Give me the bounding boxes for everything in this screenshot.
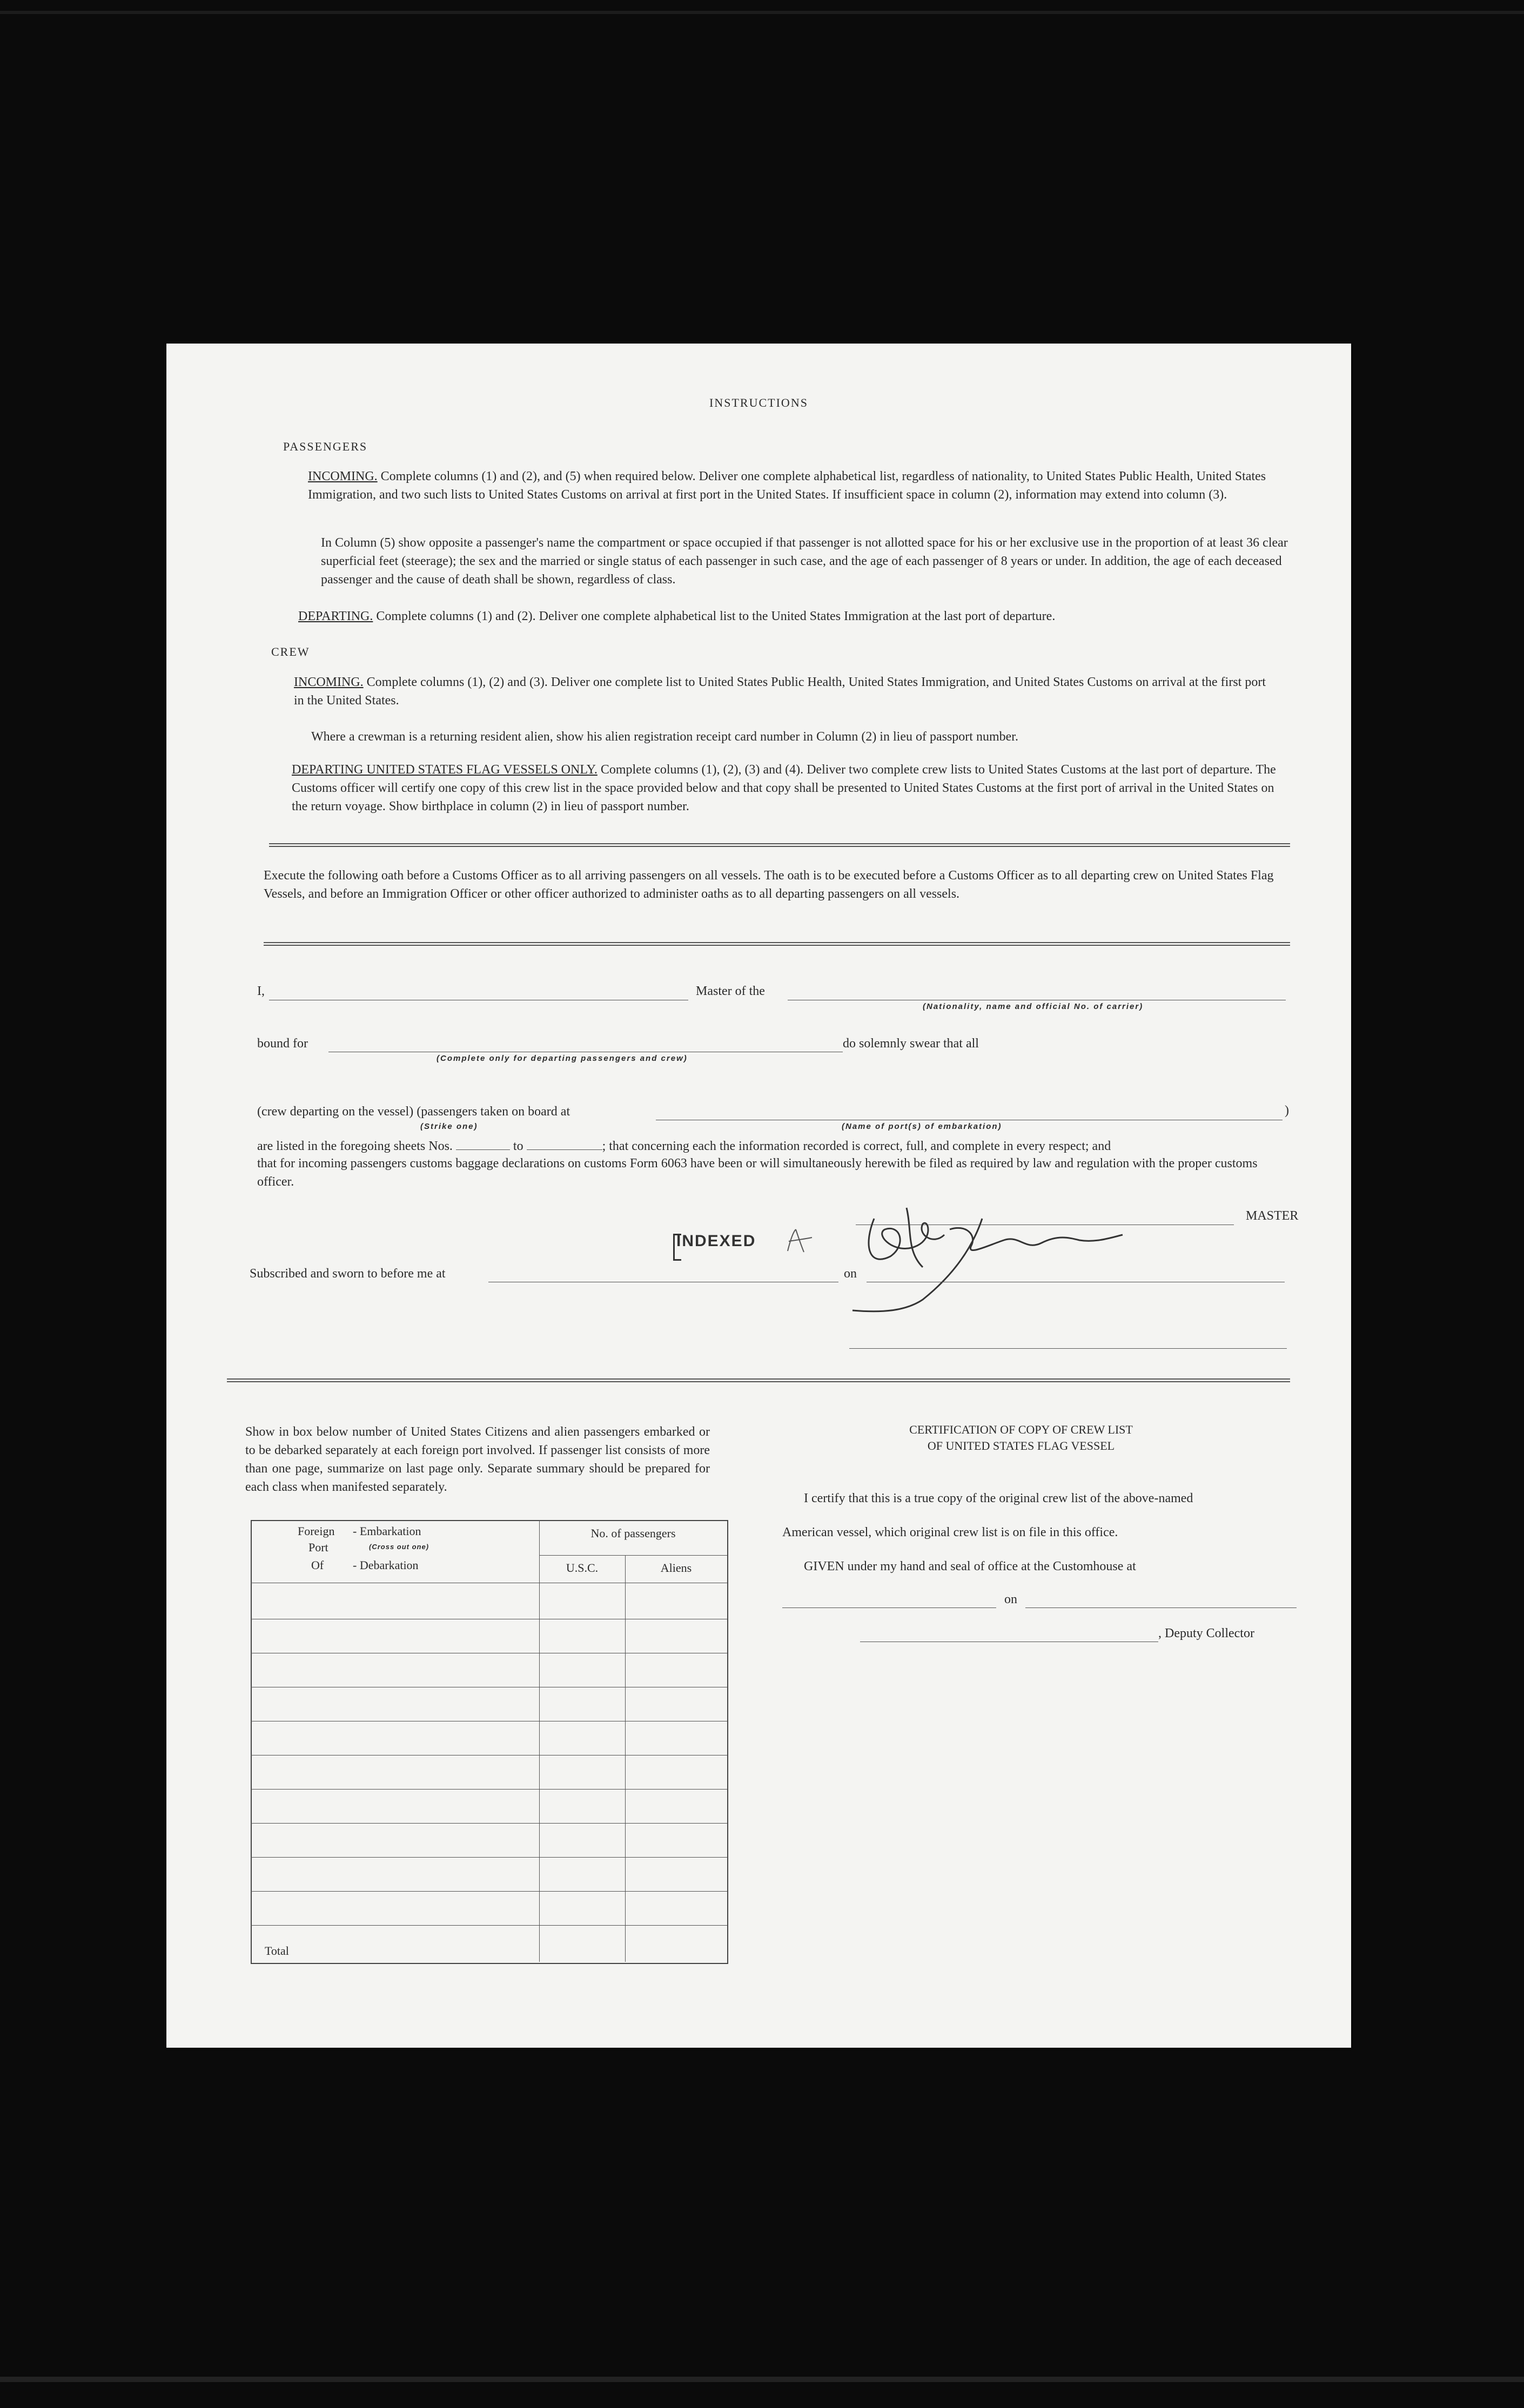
- master-label: MASTER: [1246, 1209, 1299, 1223]
- listed-line-1: [257, 1137, 1289, 1155]
- passengers-departing: [298, 607, 1303, 625]
- master-of-label: Master of the: [696, 984, 765, 998]
- listed-to: to: [513, 1139, 523, 1153]
- master-signature: [842, 1186, 1144, 1316]
- page-title: INSTRUCTIONS: [709, 396, 808, 409]
- stamp-corner-left: [673, 1234, 681, 1261]
- cert-given-text: GIVEN under my hand and seal of office at the Customhouse at: [804, 1559, 1136, 1573]
- film-edge-top: [0, 11, 1524, 14]
- col-no-passengers: No. of passengers: [590, 1526, 676, 1540]
- passengers-departing-label: DEPARTING.: [298, 609, 373, 623]
- cert-text-2: American vessel, which original crew list is on file in this office.: [782, 1525, 1118, 1539]
- table-row-line: [251, 1857, 727, 1858]
- section-divider-1: [269, 843, 1290, 847]
- col-usc: U.S.C.: [566, 1561, 599, 1575]
- officer-signature-line: [849, 1348, 1287, 1349]
- passengers-incoming: [308, 467, 1286, 504]
- col-debarkation: - Debarkation: [353, 1558, 419, 1572]
- crew-incoming-text: Complete columns (1), (2) and (3). Deliver one complete list to United States Public Health, United States Immigration, and United States Customs on arrival at the first port in the United States.: [294, 675, 1266, 708]
- section-divider-2: [264, 942, 1290, 946]
- form-page: [166, 344, 1351, 2048]
- listed-text-2: ; that concerning each the information recorded is correct, full, and complete in every respect; and: [602, 1139, 1111, 1153]
- col-aliens: Aliens: [660, 1561, 692, 1575]
- crew-heading: CREW: [271, 645, 310, 658]
- crew-departing-label: DEPARTING UNITED STATES FLAG VESSELS ONLY.: [292, 763, 597, 777]
- crew-passengers-text: (crew departing on the vessel) (passengers taken on board at: [257, 1105, 570, 1119]
- nationality-caption: (Nationality, name and official No. of carrier): [923, 1002, 1144, 1011]
- table-row-line: [251, 1925, 727, 1926]
- cert-title-2: OF UNITED STATES FLAG VESSEL: [927, 1439, 1115, 1452]
- port-caption: (Name of port(s) of embarkation): [842, 1122, 1002, 1131]
- cert-customhouse-line: [782, 1607, 996, 1608]
- table-header-split: [539, 1555, 727, 1556]
- table-row-line: [251, 1823, 727, 1824]
- crew-departing-text: Complete columns (1), (2), (3) and (4). Deliver two complete crew lists to United States Customs at the last port of departure. The Customs officer will certify one copy of this crew list in the space provided below and that copy shall be presented to United States Customs at the first port of arrival in the United States on the return voyage. Show birthplace in column (2) in lieu of passport number.: [292, 763, 1276, 813]
- indexed-initial: [782, 1224, 815, 1256]
- passengers-column5: In Column (5) show opposite a passenger's name the compartment or space occupied if that passenger is not allotted space for his or her exclusive use in the proportion of at least 36 clear superficial feet (steerage); the sex and the married or single status of each passenger in such case, and the age of each passenger of 8 years or under. In addition, the age of each deceased passenger and the cause of death shall be shown, regardless of class.: [321, 536, 1288, 587]
- table-row-line: [251, 1891, 727, 1892]
- close-paren: ): [1285, 1104, 1289, 1118]
- listed-text-3: that for incoming passengers customs baggage declarations on customs Form 6063 have been or will simultaneously herewith be filed as required by law and regulation with the proper customs officer.: [257, 1156, 1258, 1189]
- col-foreign: Foreign: [298, 1524, 335, 1538]
- table-col-divider-2: [625, 1555, 626, 1962]
- crew-resident: Where a crewman is a returning resident alien, show his alien registration receipt card number in Column (2) in lieu of passport number.: [311, 730, 1018, 744]
- oath-intro: Execute the following oath before a Customs Officer as to all arriving passengers on all vessels. The oath is to be executed before a Customs Officer as to all departing crew on United States Flag Vessels, and before an Immigration Officer or other officer authorized to administer oaths as to all departing passengers on all vessels.: [264, 869, 1274, 901]
- col-port: Port: [308, 1541, 328, 1554]
- passengers-heading: PASSENGERS: [283, 440, 368, 453]
- complete-only-caption: (Complete only for departing passengers and crew): [437, 1054, 688, 1063]
- cert-on-label: on: [1004, 1592, 1017, 1606]
- col-cross: (Cross out one): [369, 1543, 429, 1551]
- col-embarkation: - Embarkation: [353, 1524, 421, 1538]
- swear-text: do solemnly swear that all: [843, 1037, 979, 1051]
- subscribed-label: Subscribed and sworn to before me at: [250, 1267, 446, 1281]
- passengers-departing-text: Complete columns (1) and (2). Deliver one complete alphabetical list to the United States Immigration at the last port of departure.: [376, 609, 1056, 623]
- listed-text-1: are listed in the foregoing sheets Nos.: [257, 1139, 453, 1153]
- deputy-collector-label: , Deputy Collector: [1158, 1626, 1254, 1640]
- crew-departing: [292, 761, 1280, 816]
- col-of: Of: [311, 1558, 324, 1572]
- bound-for-label: bound for: [257, 1037, 308, 1051]
- crew-incoming-label: INCOMING.: [294, 675, 364, 689]
- film-edge-bottom: [0, 2377, 1524, 2382]
- cert-date-line: [1025, 1607, 1297, 1608]
- subscribed-on-label: on: [844, 1267, 857, 1281]
- cert-text-1: I certify that this is a true copy of the original crew list of the above-named: [804, 1491, 1193, 1505]
- cert-title-1: CERTIFICATION OF COPY OF CREW LIST: [909, 1423, 1133, 1436]
- passenger-summary-table: [251, 1520, 728, 1964]
- section-divider-3: [227, 1378, 1290, 1382]
- table-row-line: [251, 1789, 727, 1790]
- passengers-incoming-text: Complete columns (1) and (2), and (5) when required below. Deliver one complete alphabetical list, regardless of nationality, to United States Public Health, United States Immigration, and two such lists to United States Customs on arrival at first port in the United States. If insufficient space in column (2), information may extend into column (3).: [308, 469, 1266, 502]
- summary-instructions: Show in box below number of United States Citizens and alien passengers embarked or to be debarked separately at each foreign port involved. If passenger list consists of more than one page, summarize on last page only. Separate summary should be prepared for each class when manifested separately.: [245, 1425, 710, 1494]
- crew-incoming: [294, 673, 1277, 710]
- i-label: I,: [257, 984, 265, 998]
- strike-caption: (Strike one): [420, 1122, 478, 1131]
- table-col-divider-1: [539, 1520, 540, 1962]
- indexed-stamp: INDEXED: [676, 1232, 756, 1250]
- passengers-incoming-label: INCOMING.: [308, 469, 378, 483]
- table-total-label: Total: [265, 1944, 289, 1958]
